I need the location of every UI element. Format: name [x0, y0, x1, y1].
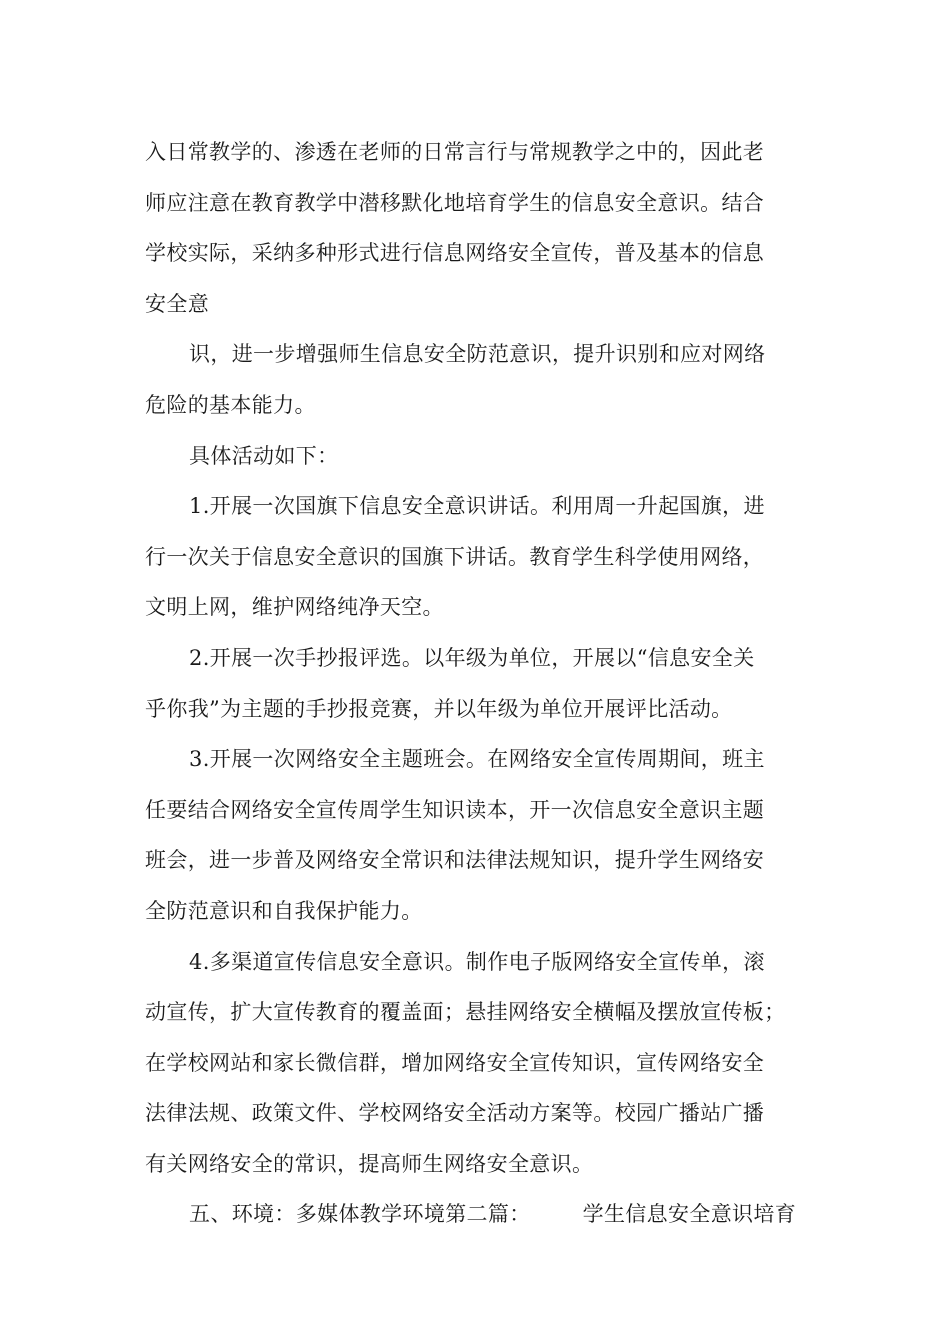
text-line: 识，进一步增强师生信息安全防范意识，提升识别和应对网络 — [189, 342, 766, 367]
text-line: 任要结合网络安全宣传周学生知识读本，开一次信息安全意识主题 — [145, 797, 765, 822]
text-line: 1.开展一次国旗下信息安全意识讲话。利用周一升起国旗，进 — [189, 494, 765, 519]
text-line: 班会，进一步普及网络安全常识和法律法规知识，提升学生网络安 — [145, 848, 765, 873]
final-line-left: 五、环境：多媒体教学环境第二篇： — [189, 1202, 531, 1227]
final-line — [145, 1189, 810, 1240]
text-line: 危险的基本能力。 — [145, 392, 316, 417]
text-line: 具体活动如下： — [189, 443, 339, 468]
text-line: 2.开展一次手抄报评选。以年级为单位，开展以“信息安全关 — [189, 645, 755, 670]
text-line: 行一次关于信息安全意识的国旗下讲话。教育学生科学使用网络， — [145, 544, 765, 569]
document-body — [145, 127, 810, 1240]
text-line: 学校实际，采纳多种形式进行信息网络安全宣传，普及基本的信息 — [145, 241, 765, 266]
text-line: 乎你我”为主题的手抄报竞赛，并以年级为单位开展评比活动。 — [145, 696, 733, 721]
paragraph-final — [145, 1189, 810, 1240]
paragraph-3 — [145, 431, 810, 482]
text-line: 4.多渠道宣传信息安全意识。制作电子版网络安全宣传单，滚 — [189, 949, 765, 974]
text-line: 入日常教学的、渗透在老师的日常言行与常规教学之中的，因此老 — [145, 140, 765, 164]
final-line-right: 学生信息安全意识培育 — [582, 1202, 797, 1227]
paragraph-4 — [145, 481, 810, 633]
paragraph-1 — [145, 127, 810, 329]
paragraph-2 — [145, 329, 810, 430]
text-line: 师应注意在教育教学中潜移默化地培育学生的信息安全意识。结合 — [145, 190, 765, 215]
text-line: 文明上网，维护网络纯净天空。 — [145, 595, 444, 620]
paragraph-5 — [145, 633, 810, 734]
paragraph-6 — [145, 734, 810, 936]
text-line: 法律法规、政策文件、学校网络安全活动方案等。校园广播站广播 — [145, 1101, 765, 1126]
text-line: 有关网络安全的常识，提高师生网络安全意识。 — [145, 1151, 594, 1176]
text-line: 在学校网站和家长微信群，增加网络安全宣传知识，宣传网络安全 — [145, 1050, 765, 1075]
text-line: 全防范意识和自我保护能力。 — [145, 898, 423, 923]
paragraph-7 — [145, 937, 810, 1190]
text-line: 3.开展一次网络安全主题班会。在网络安全宣传周期间，班主 — [189, 747, 765, 772]
text-line: 安全意 — [145, 291, 210, 316]
text-line: 动宣传，扩大宣传教育的覆盖面；悬挂网络安全横幅及摆放宣传板； — [145, 1000, 786, 1025]
